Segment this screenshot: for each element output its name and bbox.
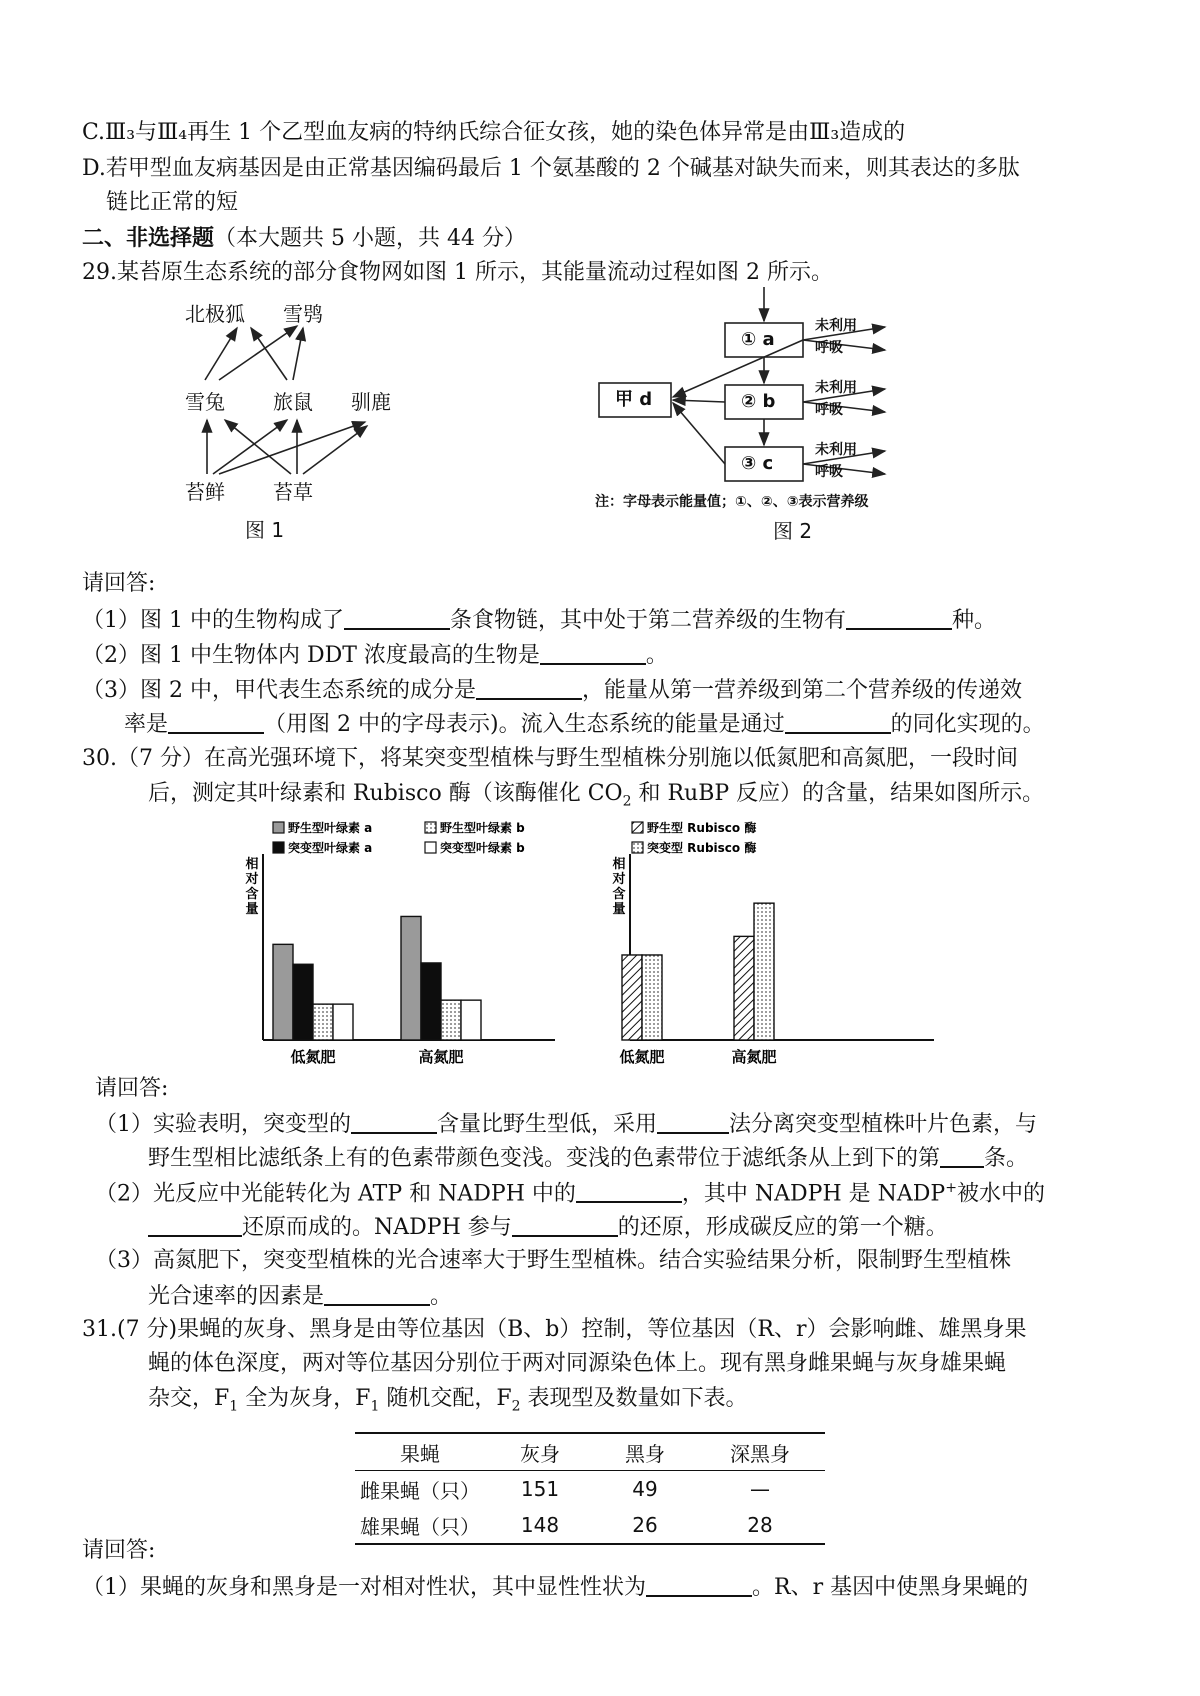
node-moss: 苔鲜 [185, 480, 225, 504]
blank-ddt[interactable] [540, 643, 646, 665]
q30-p2-c: 被水中的 [956, 1181, 1045, 1207]
option-c: C.Ⅲ₃与Ⅲ₄再生 1 个乙型血友病的特纳氏综合征女孩，她的染色体异常是由Ⅲ₃造成的 [82, 120, 906, 145]
bar [333, 1004, 353, 1040]
q31-sub3: 2 [511, 1398, 521, 1415]
bar [642, 955, 662, 1040]
f2-phenotype-table [355, 1434, 825, 1543]
blank-assimilation[interactable] [785, 712, 891, 734]
cell: 26 [632, 1513, 658, 1537]
q30-stem-line2 [148, 783, 1044, 808]
q30-part1-line2 [148, 1146, 1028, 1170]
q30-part2-line2 [148, 1215, 948, 1239]
blank-food-chains[interactable] [344, 608, 450, 630]
q31-stem-line2: 蝇的体色深度，两对等位基因分别位于两对同源染色体上。现有黑身雌果蝇与灰身雄果蝇 [148, 1351, 1007, 1376]
bar [293, 964, 313, 1040]
figure-2-caption: 图 2 [773, 519, 813, 543]
q29-part2 [82, 643, 668, 667]
q30-p2-d: 还原而成的。NADPH 参与 [242, 1215, 512, 1240]
table-row [355, 1471, 825, 1508]
q29-p2-a: （2）图 1 中生物体内 DDT 浓度最高的生物是 [82, 643, 540, 668]
figure-1-food-web [175, 292, 475, 547]
q30-ask: 请回答: [95, 1076, 169, 1101]
section-heading [82, 227, 526, 250]
blank-method[interactable] [657, 1112, 729, 1134]
cell: — [750, 1477, 770, 1501]
legend-label: 野生型 Rubisco 酶 [647, 821, 757, 835]
blank-jia-component[interactable] [476, 678, 582, 700]
q31-stem-3d: 表现型及数量如下表。 [520, 1386, 748, 1411]
legend-swatch [425, 842, 436, 853]
legend-swatch [632, 842, 643, 853]
q31-stem-3a: 杂交，F [148, 1386, 230, 1411]
y-axis-label-char: 量 [245, 902, 259, 917]
q31-sub2: 1 [370, 1398, 380, 1415]
y-axis-label-char: 相 [612, 857, 626, 872]
bar [754, 903, 774, 1040]
q30-part2-line1 [95, 1181, 1045, 1205]
box-level3: ③ c [741, 453, 774, 474]
table-header-row [355, 1434, 825, 1471]
x-tick-label: 低氮肥 [619, 1048, 665, 1066]
blank-limiting-factor[interactable] [324, 1284, 430, 1306]
table-row [355, 1507, 825, 1543]
q30-p2-e: 的还原，形成碳反应的第一个糖。 [617, 1215, 948, 1240]
node-sedge: 苔草 [273, 480, 313, 504]
q29-p1-a: （1）图 1 中的生物构成了 [82, 608, 344, 633]
bar [421, 963, 441, 1040]
chart-rubisco [612, 818, 942, 1066]
blank-reductant[interactable] [148, 1215, 242, 1237]
th-black: 黑身 [625, 1441, 665, 1466]
node-arctic-fox: 北极狐 [185, 302, 245, 326]
q31-p1-b: 。R、r 基因中使黑身果蝇的 [752, 1575, 1029, 1600]
q29-part3-line1 [82, 678, 1022, 702]
blank-efficiency[interactable] [168, 712, 264, 734]
cell: 28 [747, 1513, 773, 1537]
chart-chlorophyll [245, 818, 565, 1066]
q31-sub1: 1 [229, 1398, 239, 1415]
blank-content[interactable] [351, 1112, 437, 1134]
q30-stem-2a: 后，测定其叶绿素和 Rubisco 酶（该酶催化 CO [148, 781, 623, 806]
label-resp-1: 呼吸 [815, 340, 843, 356]
bar [734, 936, 754, 1040]
q29-p3-b: ，能量从第一营养级到第二个营养级的传递效 [581, 678, 1022, 703]
bar [273, 944, 293, 1040]
bar [441, 1000, 461, 1040]
legend-label: 野生型叶绿素 a [288, 821, 373, 835]
figure-2-note: 注：字母表示能量值；①、②、③表示营养级 [595, 494, 869, 510]
th-fly: 果蝇 [400, 1441, 440, 1466]
option-d-line1: D.若甲型血友病基因是由正常基因编码最后 1 个氨基酸的 2 个碱基对缺失而来，则其表达的多肽 [82, 156, 1020, 181]
label-resp-3: 呼吸 [815, 464, 843, 480]
y-axis-label-char: 含 [245, 887, 259, 902]
q30-p1-c: 法分离突变型植株叶片色素，与 [729, 1112, 1038, 1137]
x-tick-label: 高氮肥 [731, 1048, 777, 1066]
node-lemming: 旅鼠 [273, 390, 313, 414]
cell: 雄果蝇（只） [360, 1514, 480, 1539]
label-unused-3: 未利用 [815, 442, 857, 458]
blank-energy-form[interactable] [576, 1181, 682, 1203]
y-axis-label-char: 对 [245, 872, 259, 887]
q31-stem-line1: 31.(7 分)果蝇的灰身、黑身是由等位基因（B、b）控制，等位基因（R、r）会影响雌、雄黑身果 [82, 1317, 1027, 1342]
label-unused-2: 未利用 [815, 380, 857, 396]
q30-p1-d: 野生型相比滤纸条上有的色素带颜色变浅。变浅的色素带位于滤纸条从上到下的第 [148, 1146, 941, 1171]
blank-reduced-substance[interactable] [512, 1215, 618, 1237]
food-web-arrows [175, 292, 475, 547]
q30-stem-line1: 30.（7 分）在高光强环境下，将某突变型植株与野生型植株分别施以低氮肥和高氮肥，一段时间 [82, 746, 1018, 771]
section-heading-rest: （本大题共 5 小题，共 44 分） [214, 226, 526, 251]
legend-swatch [273, 842, 284, 853]
y-axis-label-char: 相 [245, 857, 259, 872]
q30-p1-a: （1）实验表明，突变型的 [95, 1112, 351, 1137]
label-unused-1: 未利用 [815, 318, 857, 334]
blank-band-position[interactable] [940, 1146, 984, 1168]
cell: 49 [632, 1477, 658, 1501]
bar [461, 1000, 481, 1040]
q30-p3-c: 。 [430, 1284, 453, 1309]
node-reindeer: 驯鹿 [351, 390, 391, 414]
box-jia: 甲 d [615, 389, 653, 410]
option-d-line2: 链比正常的短 [106, 190, 239, 215]
legend-label: 突变型叶绿素 a [288, 841, 373, 855]
q31-ask: 请回答: [82, 1538, 156, 1563]
q29-p3-c: 率是 [124, 712, 169, 737]
blank-second-level-count[interactable] [846, 608, 952, 630]
q31-p1-a: （1）果蝇的灰身和黑身是一对相对性状，其中显性性状为 [82, 1575, 646, 1600]
q29-stem: 29.某苔原生态系统的部分食物网如图 1 所示，其能量流动过程如图 2 所示。 [82, 260, 833, 285]
node-snow-hare: 雪兔 [185, 390, 225, 414]
legend-swatch [425, 822, 436, 833]
node-snowy-owl: 雪鸮 [283, 302, 323, 326]
box-level1: ① a [741, 329, 775, 350]
bar [622, 955, 642, 1040]
legend-swatch [273, 822, 284, 833]
q29-part3-line2 [124, 712, 1045, 736]
th-gray: 灰身 [520, 1441, 560, 1466]
th-deep-black: 深黑身 [730, 1441, 790, 1466]
chart-rubisco-svg [612, 818, 942, 1066]
q29-part1 [82, 608, 996, 632]
legend-label: 突变型叶绿素 b [440, 841, 525, 855]
q30-part3-line1: （3）高氮肥下，突变型植株的光合速率大于野生型植株。结合实验结果分析，限制野生型植株 [95, 1248, 1012, 1273]
q31-stem-3c: 随机交配，F [379, 1386, 512, 1411]
label-resp-2: 呼吸 [815, 402, 843, 418]
q29-p1-c: 种。 [952, 608, 997, 633]
q30-p3-b: 光合速率的因素是 [148, 1284, 325, 1309]
q30-p1-e: 条。 [984, 1146, 1029, 1171]
q29-p3-e: 的同化实现的。 [890, 712, 1045, 737]
q31-stem-line3 [148, 1388, 748, 1413]
q29-p3-a: （3）图 2 中，甲代表生态系统的成分是 [82, 678, 476, 703]
q30-part1-line1 [95, 1112, 1037, 1136]
q29-p2-b: 。 [645, 643, 668, 668]
blank-dominant-trait[interactable] [646, 1575, 752, 1597]
q30-part3-line2 [148, 1284, 452, 1308]
chart-chlorophyll-svg [245, 818, 565, 1066]
q29-p3-d: （用图 2 中的字母表示)。流入生态系统的能量是通过 [264, 712, 785, 737]
section-heading-bold: 二、非选择题 [82, 225, 215, 251]
q29-ask: 请回答: [82, 571, 156, 596]
x-tick-label: 高氮肥 [418, 1048, 464, 1066]
f2-table-container [355, 1432, 825, 1545]
q31-stem-3b: 全为灰身，F [238, 1386, 371, 1411]
legend-swatch [632, 822, 643, 833]
q30-p1-b: 含量比野生型低，采用 [437, 1112, 658, 1137]
q30-p2-b: ，其中 NADPH 是 NADP [681, 1181, 946, 1207]
q29-p1-b: 条食物链，其中处于第二营养级的生物有 [449, 608, 846, 633]
q31-part1 [82, 1575, 1028, 1599]
bar [401, 916, 421, 1040]
bar [313, 1004, 333, 1040]
q30-p2-a: （2）光反应中光能转化为 ATP 和 NADPH 中的 [95, 1181, 576, 1207]
legend-label: 突变型 Rubisco 酶 [647, 841, 757, 855]
cell: 雌果蝇（只） [360, 1478, 480, 1503]
box-level2: ② b [741, 391, 776, 412]
figure-1-caption: 图 1 [245, 518, 285, 542]
y-axis-label-char: 含 [612, 887, 626, 902]
q30-stem-2b: 和 RuBP 反应）的含量，结果如图所示。 [631, 781, 1045, 806]
cell: 148 [520, 1513, 560, 1537]
q30-p2-sup: + [945, 1180, 957, 1196]
figure-2-energy-flow [595, 285, 995, 547]
y-axis-label-char: 量 [612, 902, 626, 917]
legend-label: 野生型叶绿素 b [440, 821, 525, 835]
cell: 151 [520, 1477, 560, 1501]
q30-stem-sub: 2 [622, 793, 632, 810]
y-axis-label-char: 对 [612, 872, 626, 887]
x-tick-label: 低氮肥 [290, 1048, 336, 1066]
